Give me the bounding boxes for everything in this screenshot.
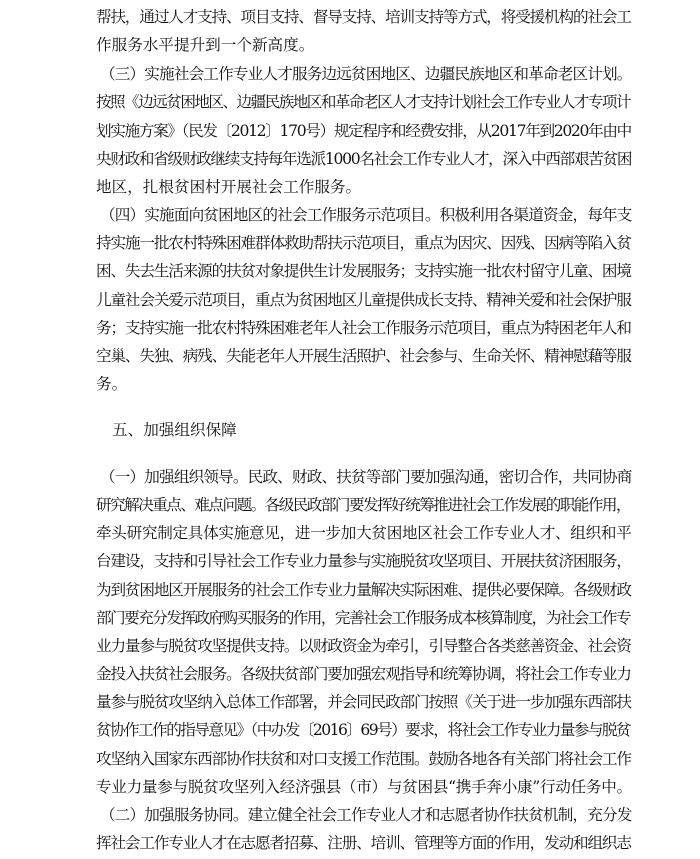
paragraph-line: 地区，扎根贫困村开展社会工作服务。 — [96, 177, 362, 196]
paragraph-line: 台建设，支持和引导社会工作专业力量参与实施脱贫攻坚项目、开展扶贫济困服务， — [96, 552, 631, 571]
paragraph-line: 困、失去生活来源的扶贫对象提供生计发展服务；支持实施一批农村留守儿童、困境 — [96, 262, 631, 281]
paragraph-line: 帮扶，通过人才支持、项目支持、督导支持、培训支持等方式，将受援机构的社会工 — [96, 8, 631, 26]
paragraph-line: 务；支持实施一批农村特殊困难老年人社会工作服务示范项目，重点为特困老年人和 — [96, 318, 631, 337]
section-line: （三）实施社会工作专业人才服务边远贫困地区、边疆民族地区和革命老区计划。 — [100, 65, 632, 84]
section-line: （四）实施面向贫困地区的社会工作服务示范项目。积极利用各渠道资金，每年支 — [100, 206, 632, 225]
paragraph-line: 业力量参与脱贫攻坚提供支持。以财政资金为牵引，引导整合各类慈善资金、社会资 — [96, 636, 631, 655]
paragraph-line: 贫协作工作的指导意见》（中办发〔2016〕69号）要求，将社会工作专业力量参与脱贫 — [96, 721, 630, 740]
section-line: （二）加强服务协同。建立健全社会工作专业人才和志愿者协作扶贫机制，充分发 — [100, 805, 632, 824]
paragraph-line: 作服务水平提升到一个新高度。 — [96, 36, 315, 55]
paragraph-line: 持实施一批农村特殊困难群体救助帮扶示范项目，重点为因灾、因残、因病等陷入贫 — [96, 234, 631, 253]
paragraph-line: 量参与脱贫攻坚纳入总体工作部署，并会同民政部门按照《关于进一步加强东西部扶 — [96, 693, 631, 712]
section-line: （一）加强组织领导。民政、财政、扶贫等部门要加强沟通，密切合作，共同协商 — [100, 467, 632, 486]
paragraph-line: 金投入扶贫社会服务。各级扶贫部门要加强宏观指导和统筹协调，将社会工作专业力 — [96, 665, 631, 684]
paragraph-line: 挥社会工作专业人才在志愿者招募、注册、培训、管理等方面的作用，发动和组织志 — [96, 834, 631, 852]
paragraph-line: 牵头研究制定具体实施意见，进一步加大贫困地区社会工作专业人才、组织和平 — [96, 524, 632, 543]
paragraph-line: 为到贫困地区开展服务的社会工作专业力量解决实际困难、提供必要保障。各级财政 — [96, 580, 631, 599]
paragraph-line: 专业力量参与脱贫攻坚列入经济强县（市）与贫困县“携手奔小康”行动任务中。 — [96, 777, 632, 796]
section-heading: 五、加强组织保障 — [112, 421, 237, 439]
paragraph-line: 研究解决重点、难点问题。各级民政部门要发挥好统筹推进社会工作发展的职能作用， — [96, 496, 631, 515]
paragraph-line: 划实施方案》（民发〔2012〕170号）规定程序和经费安排，从2017年到2020年由中 — [96, 121, 631, 140]
paragraph-line: 攻坚纳入国家东西部协作扶贫和对口支援工作范围。鼓励各地各有关部门将社会工作 — [96, 749, 631, 768]
paragraph-line: 儿童社会关爱示范项目，重点为贫困地区儿童提供成长支持、精神关爱和社会保护服 — [96, 290, 631, 309]
paragraph-line: 按照《边远贫困地区、边疆民族地区和革命老区人才支持计划社会工作专业人才专项计 — [96, 93, 631, 112]
paragraph-line: 央财政和省级财政继续支持每年选派1000名社会工作专业人才，深入中西部艰苦贫困 — [96, 149, 632, 168]
paragraph-line: 部门要充分发挥政府购买服务的作用，完善社会工作服务成本核算制度，为社会工作专 — [96, 608, 631, 627]
paragraph-line: 务。 — [96, 375, 128, 393]
paragraph-line: 空巢、失独、病残、失能老年人开展生活照护、社会参与、生命关怀、精神慰藉等服 — [96, 346, 631, 365]
